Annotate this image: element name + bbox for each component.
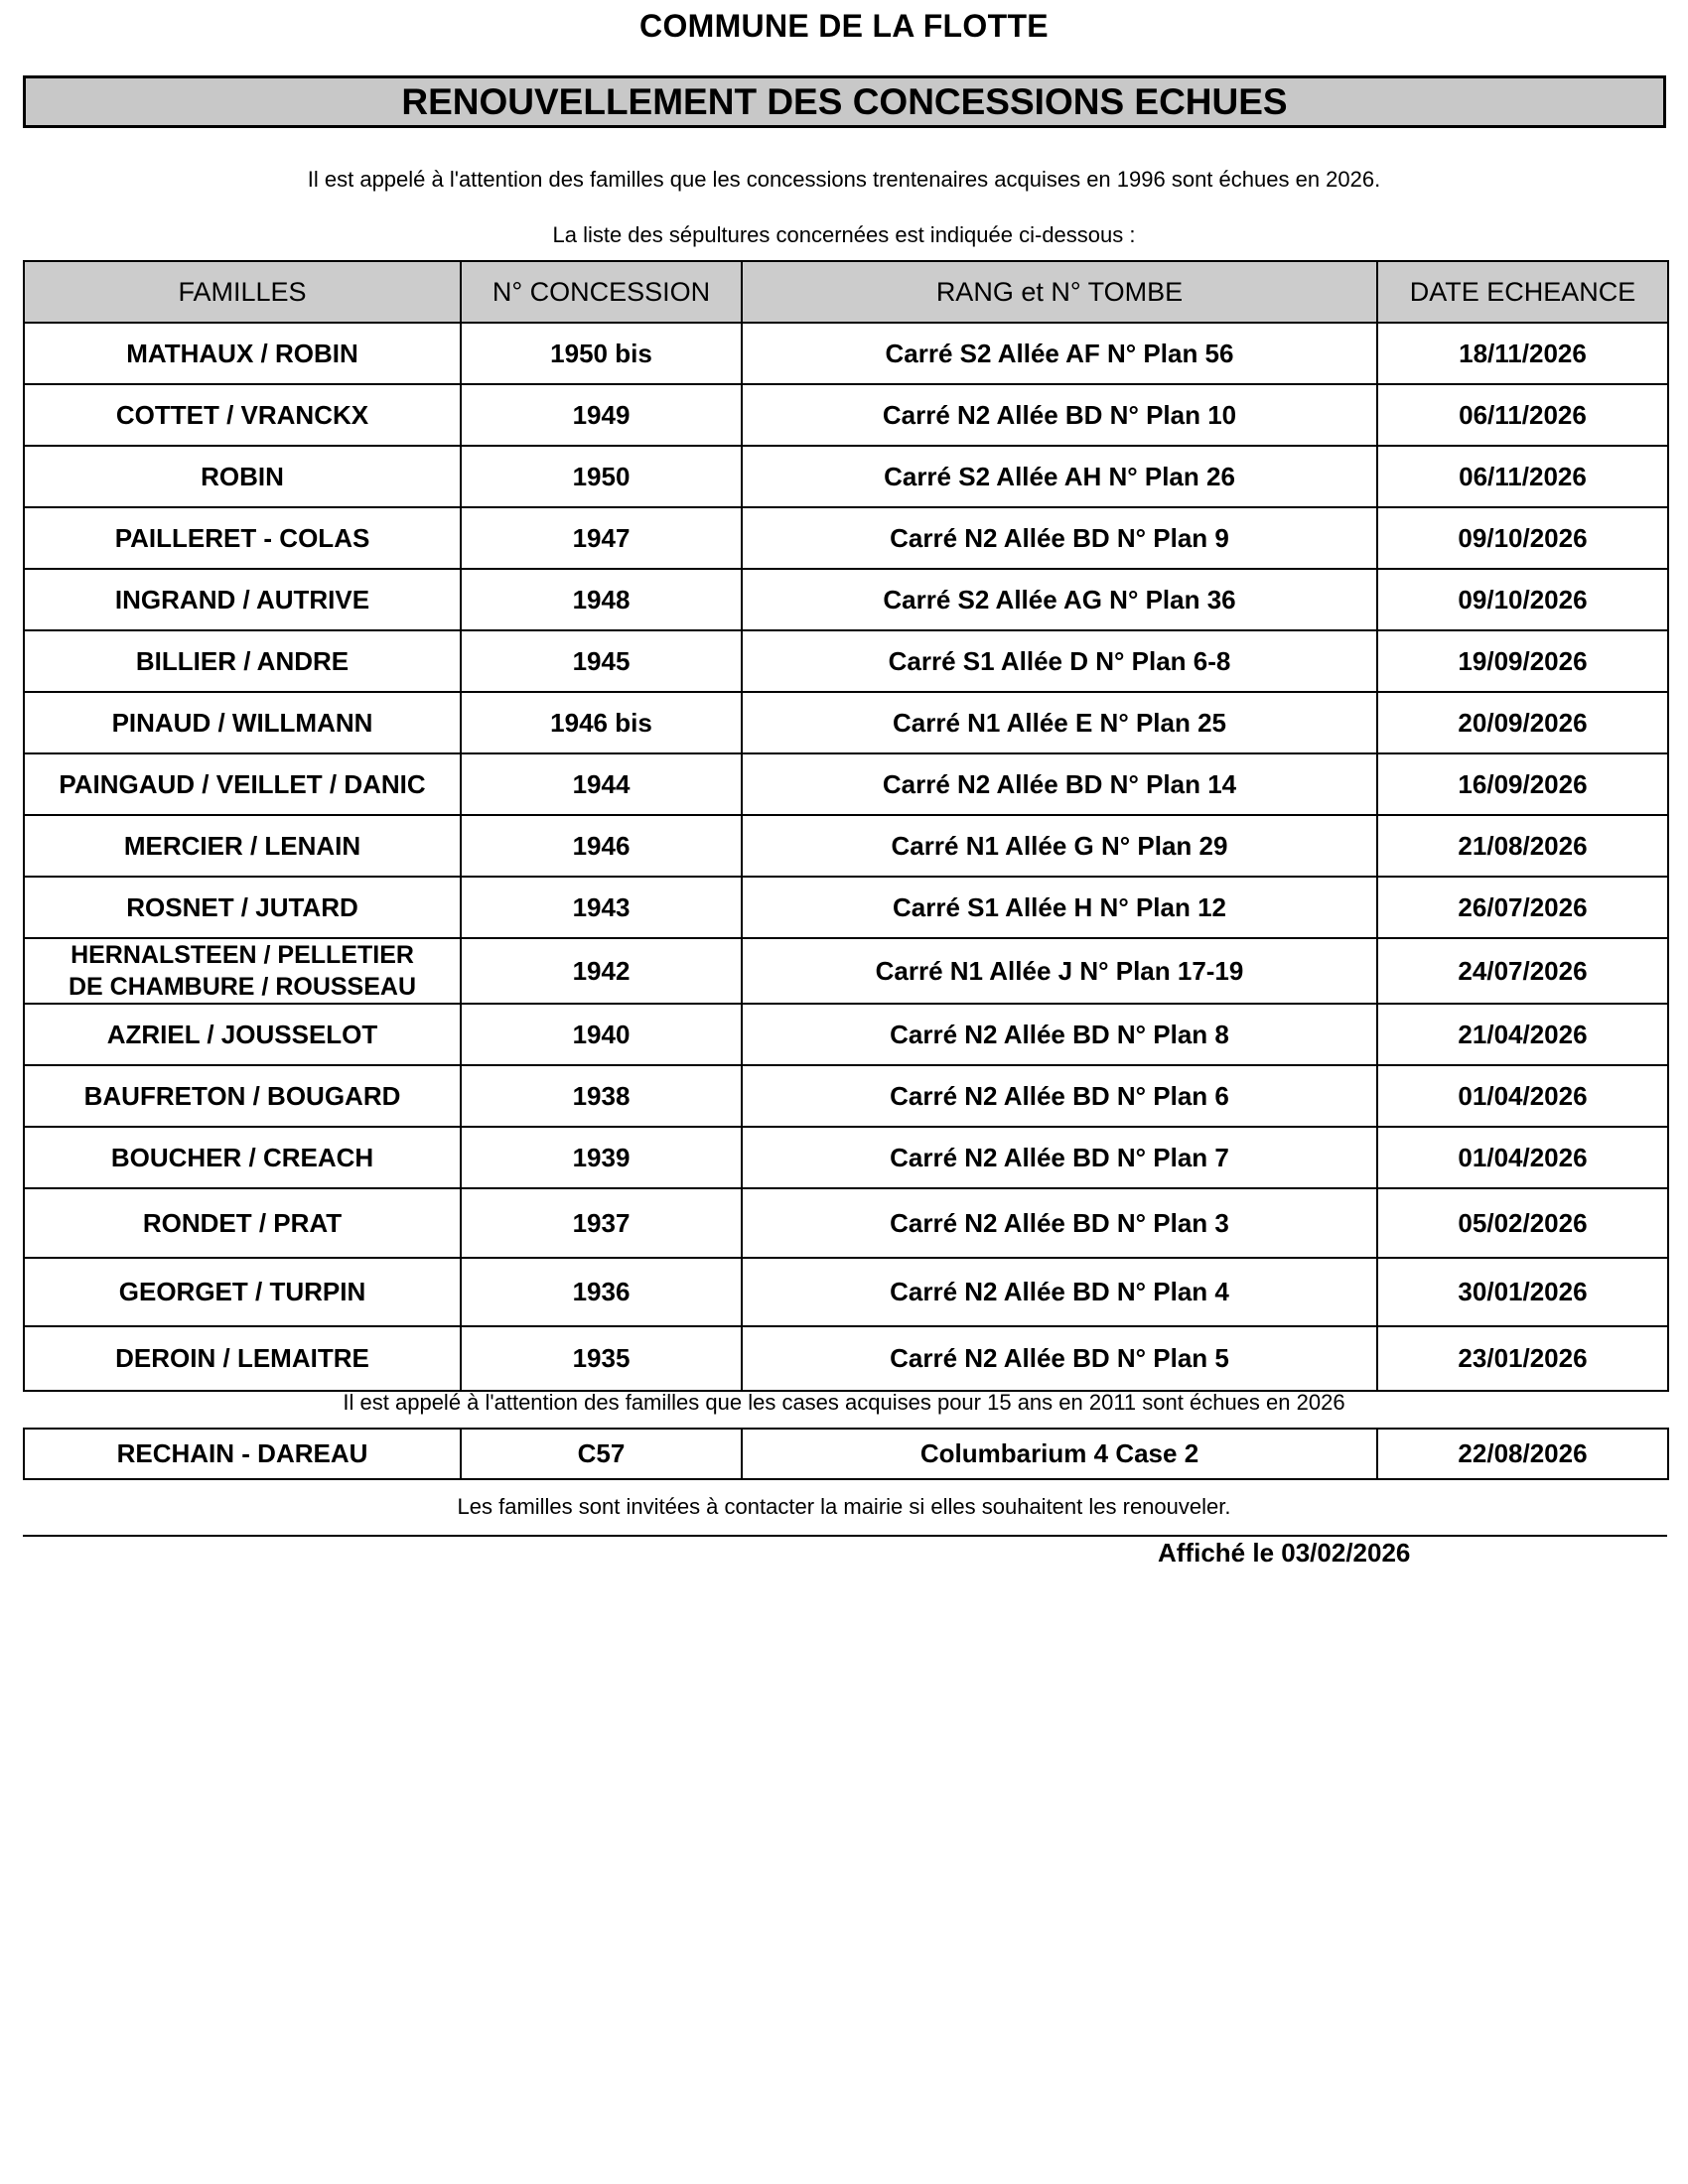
intro-line-1: Il est appelé à l'attention des familles que les concessions trentenaires acquises en 1996 sont échues en 2026. [307,167,1381,192]
tombe-cell: Carré N2 Allée BD N° Plan 10 [742,384,1377,446]
concession-cell: 1938 [461,1065,742,1127]
concession-cell: 1946 [461,815,742,877]
table-row [24,384,1668,446]
document-title: RENOUVELLEMENT DES CONCESSIONS ECHUES [23,75,1666,128]
concession-cell: 1949 [461,384,742,446]
date-cell: 19/09/2026 [1377,630,1668,692]
famille-cell: ROBIN [24,446,461,507]
concession-cell: 1936 [461,1258,742,1326]
date-cell: 09/10/2026 [1377,507,1668,569]
table-row [24,692,1668,753]
famille-cell: INGRAND / AUTRIVE [24,569,461,630]
header-familles: FAMILLES [24,261,461,323]
posted-date: Affiché le 03/02/2026 [1158,1538,1411,1568]
table-row [24,877,1668,938]
famille-cell: ROSNET / JUTARD [24,877,461,938]
famille-line-1: HERNALSTEEN / PELLETIER [70,941,414,969]
concession-cell: 1937 [461,1188,742,1258]
table-row [24,753,1668,815]
concession-cell: 1945 [461,630,742,692]
table-header-row [24,261,1668,323]
famille-cell: PAILLERET - COLAS [24,507,461,569]
table-row [24,1326,1668,1391]
table-row [24,446,1668,507]
tombe-cell: Carré N1 Allée J N° Plan 17-19 [742,938,1377,1004]
table-row [24,569,1668,630]
famille-line-2: DE CHAMBURE / ROUSSEAU [68,973,417,1001]
concession-cell: 1947 [461,507,742,569]
table-row [24,1004,1668,1065]
date-cell: 22/08/2026 [1377,1429,1668,1479]
concession-cell: 1950 bis [461,323,742,384]
famille-cell: MERCIER / LENAIN [24,815,461,877]
famille-cell: GEORGET / TURPIN [24,1258,461,1326]
table-row [24,630,1668,692]
concession-cell: 1948 [461,569,742,630]
date-cell: 16/09/2026 [1377,753,1668,815]
concession-cell: 1935 [461,1326,742,1391]
date-cell: 01/04/2026 [1377,1065,1668,1127]
commune-name: COMMUNE DE LA FLOTTE [639,8,1049,44]
tombe-cell: Carré N2 Allée BD N° Plan 7 [742,1127,1377,1188]
tombe-cell: Carré N2 Allée BD N° Plan 9 [742,507,1377,569]
concession-cell: 1940 [461,1004,742,1065]
tombe-cell: Carré N2 Allée BD N° Plan 3 [742,1188,1377,1258]
date-cell: 01/04/2026 [1377,1127,1668,1188]
table-row [24,938,1668,1004]
tombe-cell: Carré S1 Allée D N° Plan 6-8 [742,630,1377,692]
date-cell: 18/11/2026 [1377,323,1668,384]
table-row [24,507,1668,569]
table-row [24,1065,1668,1127]
date-cell: 30/01/2026 [1377,1258,1668,1326]
tombe-cell: Carré S2 Allée AG N° Plan 36 [742,569,1377,630]
famille-cell: COTTET / VRANCKX [24,384,461,446]
date-cell: 06/11/2026 [1377,446,1668,507]
divider-line [23,1535,1667,1537]
concession-cell: 1942 [461,938,742,1004]
concession-cell: 1946 bis [461,692,742,753]
date-cell: 26/07/2026 [1377,877,1668,938]
famille-cell: RECHAIN - DAREAU [24,1429,461,1479]
tombe-cell: Carré N2 Allée BD N° Plan 8 [742,1004,1377,1065]
tombe-cell: Carré N2 Allée BD N° Plan 4 [742,1258,1377,1326]
date-cell: 09/10/2026 [1377,569,1668,630]
famille-cell: BILLIER / ANDRE [24,630,461,692]
famille-cell: RONDET / PRAT [24,1188,461,1258]
table-row [24,1127,1668,1188]
header-concession: N° CONCESSION [461,261,742,323]
intro-line-2: La liste des sépultures concernées est indiquée ci-dessous : [552,222,1136,247]
table-row [24,1258,1668,1326]
tombe-cell: Columbarium 4 Case 2 [742,1429,1377,1479]
header-tombe: RANG et N° TOMBE [742,261,1377,323]
famille-cell: PAINGAUD / VEILLET / DANIC [24,753,461,815]
tombe-cell: Carré N1 Allée G N° Plan 29 [742,815,1377,877]
famille-cell: BOUCHER / CREACH [24,1127,461,1188]
tombe-cell: Carré S2 Allée AH N° Plan 26 [742,446,1377,507]
tombe-cell: Carré S2 Allée AF N° Plan 56 [742,323,1377,384]
famille-cell: BAUFRETON / BOUGARD [24,1065,461,1127]
date-cell: 24/07/2026 [1377,938,1668,1004]
concessions-table [23,260,1669,1392]
tombe-cell: Carré N1 Allée E N° Plan 25 [742,692,1377,753]
table-row [24,815,1668,877]
table-row [24,1429,1668,1479]
date-cell: 23/01/2026 [1377,1326,1668,1391]
tombe-cell: Carré S1 Allée H N° Plan 12 [742,877,1377,938]
table-row [24,1188,1668,1258]
date-cell: 21/08/2026 [1377,815,1668,877]
concession-cell: C57 [461,1429,742,1479]
tombe-cell: Carré N2 Allée BD N° Plan 14 [742,753,1377,815]
famille-cell: PINAUD / WILLMANN [24,692,461,753]
famille-cell: MATHAUX / ROBIN [24,323,461,384]
tombe-cell: Carré N2 Allée BD N° Plan 5 [742,1326,1377,1391]
tombe-cell: Carré N2 Allée BD N° Plan 6 [742,1065,1377,1127]
date-cell: 20/09/2026 [1377,692,1668,753]
famille-cell: AZRIEL / JOUSSELOT [24,1004,461,1065]
cases-table [23,1428,1669,1480]
famille-cell: DEROIN / LEMAITRE [24,1326,461,1391]
date-cell: 05/02/2026 [1377,1188,1668,1258]
famille-cell [24,938,461,1004]
table-row [24,323,1668,384]
cases-note: Il est appelé à l'attention des familles que les cases acquises pour 15 ans en 2011 sont échues en 2026 [343,1390,1345,1415]
invitation-text: Les familles sont invitées à contacter la mairie si elles souhaitent les renouveler. [457,1494,1231,1519]
date-cell: 06/11/2026 [1377,384,1668,446]
concession-cell: 1943 [461,877,742,938]
date-cell: 21/04/2026 [1377,1004,1668,1065]
concession-cell: 1939 [461,1127,742,1188]
concession-cell: 1944 [461,753,742,815]
concession-cell: 1950 [461,446,742,507]
header-date: DATE ECHEANCE [1377,261,1668,323]
